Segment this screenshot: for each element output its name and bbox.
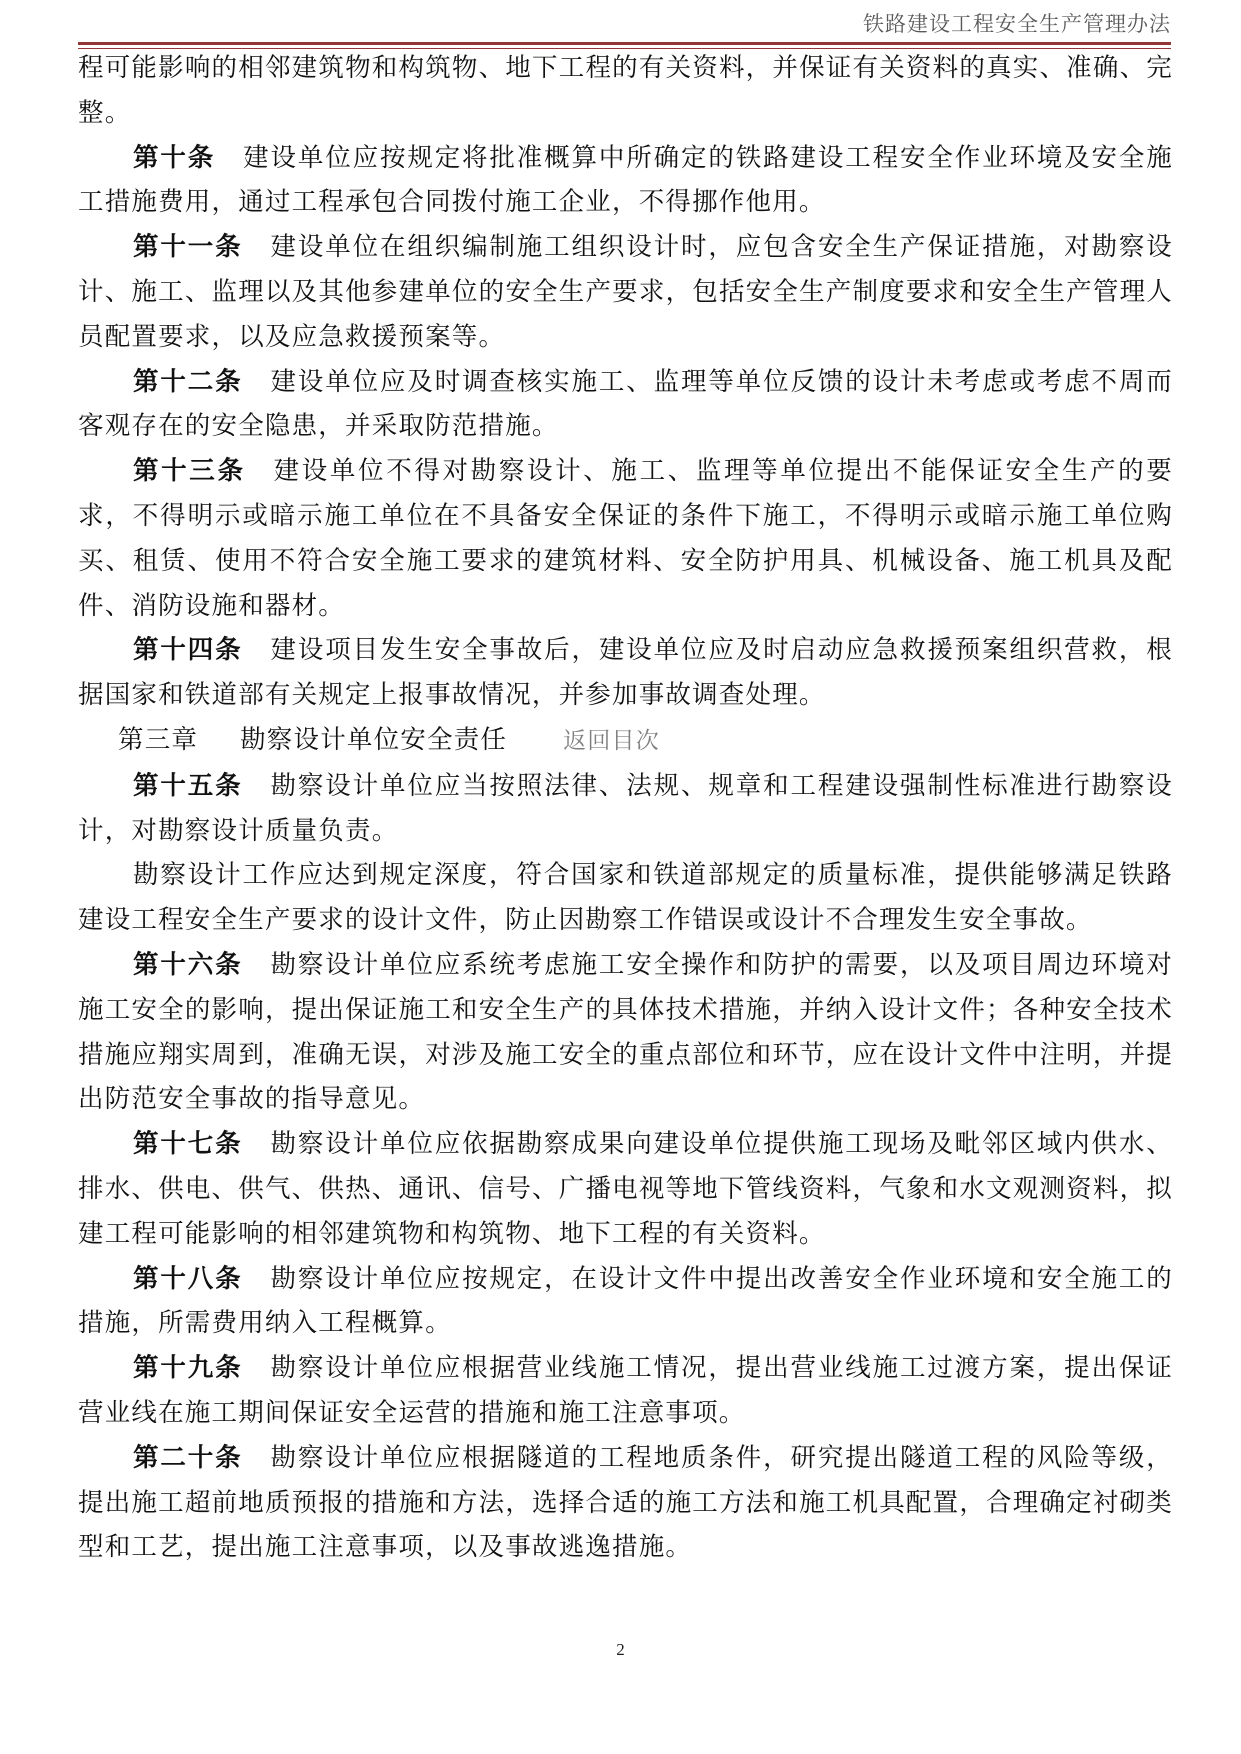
article-text: 勘察设计工作应达到规定深度，符合国家和铁道部规定的质量标准，提供能够满足铁路建设工程安全生产要求的设计文件，防止因勘察工作错误或设计不合理发生安全事故。 <box>78 860 1173 936</box>
article-text: 勘察设计单位应系统考虑施工安全操作和防护的需要，以及项目周边环境对施工安全的影响，提出保证施工和安全生产的具体技术措施，并纳入设计文件；各种安全技术措施应翔实周到，准确无误，对涉及施工安全的重点部位和环节，应在设计文件中注明，并提出防范安全事故的指导意见。 <box>78 949 1173 1115</box>
article-paragraph <box>78 943 1173 1122</box>
chapter-heading <box>78 718 1173 764</box>
article-paragraph <box>78 449 1173 628</box>
article-text: 建设单位应及时调查核实施工、监理等单位反馈的设计未考虑或考虑不周而客观存在的安全隐患，并采取防范措施。 <box>78 366 1173 442</box>
article-text: 勘察设计单位应按规定，在设计文件中提出改善安全作业环境和安全施工的措施，所需费用纳入工程概算。 <box>78 1263 1173 1339</box>
article-text: 建设单位不得对勘察设计、施工、监理等单位提出不能保证安全生产的要求，不得明示或暗示施工单位在不具备安全保证的条件下施工，不得明示或暗示施工单位购买、租赁、使用不符合安全施工要求的建筑材料、安全防护用具、机械设备、施工机具及配件、消防设施和器材。 <box>78 456 1173 621</box>
article-number: 第二十条 <box>133 1442 243 1473</box>
document-body <box>78 46 1173 1570</box>
article-text: 勘察设计单位应当按照法律、法规、规章和工程建设强制性标准进行勘察设计，对勘察设计质量负责。 <box>78 770 1173 846</box>
chapter-title: 勘察设计单位安全责任 <box>240 724 508 755</box>
article-number: 第十三条 <box>133 456 246 487</box>
article-text: 建设项目发生安全事故后，建设单位应及时启动应急救援预案组织营救，根据国家和铁道部有关规定上报事故情况，并参加事故调查处理。 <box>78 635 1173 711</box>
article-text: 建设单位应按规定将批准概算中所确定的铁路建设工程安全作业环境及安全施工措施费用，通过工程承包合同拨付施工企业，不得挪作他用。 <box>78 142 1173 218</box>
article-text: 勘察设计单位应根据隧道的工程地质条件，研究提出隧道工程的风险等级，提出施工超前地质预报的措施和方法，选择合适的施工方法和施工机具配置，合理确定衬砌类型和工艺，提出施工注意事项，以及事故逃逸措施。 <box>78 1442 1173 1563</box>
back-to-toc-link[interactable]: 返回目次 <box>563 727 660 754</box>
article-number: 第十九条 <box>133 1353 243 1384</box>
articles-after <box>78 764 1173 1570</box>
article-text: 勘察设计单位应依据勘察成果向建设单位提供施工现场及毗邻区域内供水、排水、供电、供气、供热、通讯、信号、广播电视等地下管线资料，气象和水文观测资料，拟建工程可能影响的相邻建筑物和构筑物、地下工程的有关资料。 <box>78 1129 1173 1249</box>
article-paragraph <box>78 136 1173 226</box>
article-paragraph <box>78 1122 1173 1256</box>
header-rule-thick <box>78 42 1171 45</box>
article-number: 第十六条 <box>133 949 243 980</box>
article-paragraph <box>78 225 1173 359</box>
article-number: 第十八条 <box>133 1263 243 1294</box>
lead-paragraph: 程可能影响的相邻建筑物和构筑物、地下工程的有关资料，并保证有关资料的真实、准确、完整。 <box>78 53 1173 128</box>
article-text: 勘察设计单位应根据营业线施工情况，提出营业线施工过渡方案，提出保证营业线在施工期间保证安全运营的措施和施工注意事项。 <box>78 1353 1173 1428</box>
article-paragraph <box>78 764 1173 854</box>
article-paragraph <box>78 1436 1173 1570</box>
article-number: 第十一条 <box>133 232 243 263</box>
article-number: 第十五条 <box>133 770 243 801</box>
article-paragraph <box>78 628 1173 718</box>
article-number: 第十七条 <box>133 1129 243 1160</box>
article-paragraph <box>78 1346 1173 1436</box>
article-number: 第十四条 <box>133 635 243 666</box>
running-header: 铁路建设工程安全生产管理办法 <box>863 12 1171 36</box>
article-number: 第十二条 <box>133 366 243 397</box>
article-text: 建设单位在组织编制施工组织设计时，应包含安全生产保证措施，对勘察设计、施工、监理以及其他参建单位的安全生产要求，包括安全生产制度要求和安全生产管理人员配置要求，以及应急救援预案等。 <box>78 232 1173 352</box>
articles-before <box>78 136 1173 718</box>
article-paragraph <box>78 360 1173 450</box>
article-number: 第十条 <box>133 142 216 173</box>
continuation-paragraph <box>78 853 1173 943</box>
chapter-number: 第三章 <box>118 724 199 755</box>
page-number: 2 <box>616 1640 625 1659</box>
article-paragraph <box>78 1257 1173 1347</box>
